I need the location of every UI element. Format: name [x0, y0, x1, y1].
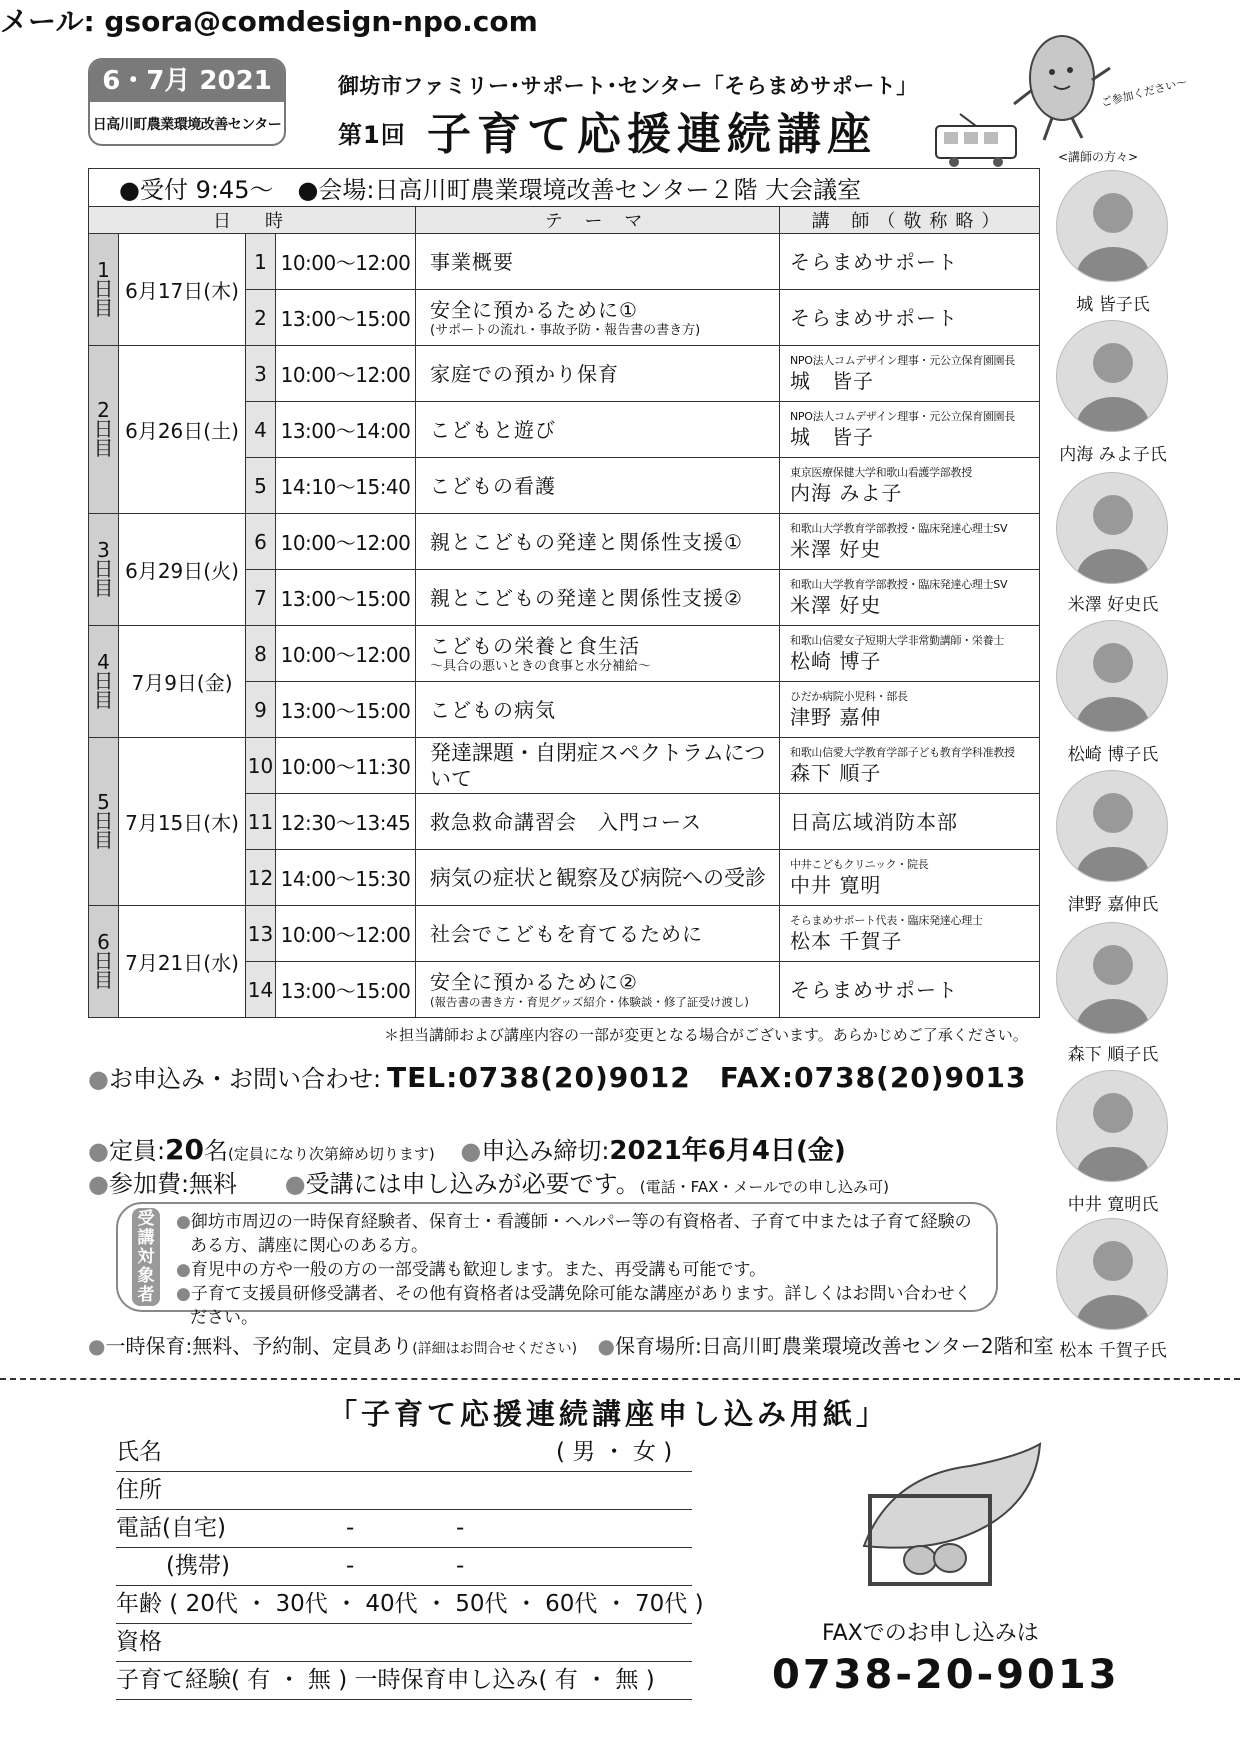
- instructor-photo: [1056, 922, 1168, 1034]
- instructor-photo: [1056, 170, 1168, 282]
- session-number: 14: [246, 962, 276, 1018]
- day-date: 6月17日(木): [119, 234, 246, 346]
- session-lecturer: NPO法人コムデザイン理事・元公立保育園園長 城 皆子: [780, 346, 1040, 402]
- day-label: 2 日 目: [89, 346, 119, 514]
- requirement-note: (電話・FAX・メールでの申し込み可): [639, 1178, 889, 1196]
- childcare-line: [88, 1330, 1054, 1359]
- tel-fax: TEL:0738(20)9012 FAX:0738(20)9013: [387, 1061, 1027, 1094]
- session-lecturer: そらまめサポート代表・臨床発達心理士 松本 千賀子: [780, 906, 1040, 962]
- childcare-place: 保育場所:日高川町農業環境改善センター2階和室: [614, 1334, 1054, 1358]
- list-item: ●御坊市周辺の一時保育経験者、保育士・看護師・ヘルパー等の有資格者、子育て中または子育て経験のある方、講座に関心のある方。: [176, 1212, 972, 1256]
- session-theme: 社会でこどもを育てるために: [416, 906, 780, 962]
- session-number: 4: [246, 402, 276, 458]
- session-number: 1: [246, 234, 276, 290]
- deadline-value: 2021年6月4日(金): [609, 1136, 846, 1166]
- session-lecturer: そらまめサポート: [780, 234, 1040, 290]
- session-time: 10:00～12:00: [276, 346, 416, 402]
- instructors-caption: <講師の方々>: [1058, 150, 1139, 164]
- bullet-icon: ●: [597, 1334, 615, 1358]
- day-date: 6月29日(火): [119, 514, 246, 626]
- table-row: [89, 738, 1040, 794]
- capacity-note: (定員になり次第締め切ります): [228, 1145, 435, 1163]
- gender-options[interactable]: ( 男 ・ 女 ): [556, 1439, 673, 1465]
- day-label: 5 日 目: [89, 738, 119, 906]
- instructor-name: 城 皆子氏: [1076, 295, 1150, 315]
- childcare-text: 一時保育:無料、予約制、定員あり: [105, 1334, 413, 1358]
- form-experience-field[interactable]: 子育て経験( 有 ・ 無 ) 一時保育申し込み( 有 ・ 無 ): [116, 1662, 692, 1700]
- session-theme: こどもと遊び: [416, 402, 780, 458]
- table-row: [89, 514, 1040, 570]
- session-number: 11: [246, 794, 276, 850]
- session-number: 7: [246, 570, 276, 626]
- target-audience-list: [176, 1210, 986, 1330]
- bean-pod-illustration: [850, 1436, 1050, 1586]
- organizer-line: 御坊市ファミリー･サポート･センター「そらまめサポート」: [338, 74, 918, 98]
- session-lecturer: 和歌山大学教育学部教授・臨床発達心理士SV 米澤 好史: [780, 570, 1040, 626]
- session-time: 12:30～13:45: [276, 794, 416, 850]
- session-lecturer: そらまめサポート: [780, 962, 1040, 1018]
- instructor-photo: [1056, 620, 1168, 732]
- instructor-name: 松崎 博子氏: [1067, 745, 1159, 765]
- session-number: 8: [246, 626, 276, 682]
- session-time: 13:00～15:00: [276, 290, 416, 346]
- session-theme: 発達課題・自閉症スペクトラムについて: [416, 738, 780, 794]
- schedule-table: [88, 168, 1040, 1018]
- list-item: ●子育て支援員研修受講者、その他有資格者は受講免除可能な講座があります。詳しくはお問い合わせください。: [176, 1284, 972, 1328]
- session-number: 2: [246, 290, 276, 346]
- cut-line: [0, 1378, 1240, 1380]
- reception-venue-text: ●受付 9:45～ ●会場:日高川町農業環境改善センター２階 大会議室: [89, 169, 1040, 207]
- session-time: 13:00～15:00: [276, 570, 416, 626]
- form-title: 「子育て応援連続講座申し込み用紙」: [328, 1397, 890, 1431]
- bullet-icon: ●: [284, 1170, 306, 1198]
- capacity-line: ●定員:20名(定員になり次第締め切ります) ●申込み締切:2021年6月4日(金): [88, 1133, 846, 1166]
- session-theme: 病気の症状と観察及び病院への受診: [416, 850, 780, 906]
- table-row: [89, 346, 1040, 402]
- table-row: [89, 626, 1040, 682]
- session-number: 6: [246, 514, 276, 570]
- day-label: 6 日 目: [89, 906, 119, 1018]
- session-theme: 救急救命講習会 入門コース: [416, 794, 780, 850]
- session-lecturer: 和歌山大学教育学部教授・臨床発達心理士SV 米澤 好史: [780, 514, 1040, 570]
- header-datetime: 日 時: [89, 207, 416, 234]
- list-item: ●育児中の方や一般の方の一部受講も歓迎します。また、再受講も可能です。: [176, 1260, 767, 1280]
- day-label: 3 日 目: [89, 514, 119, 626]
- session-number: 9: [246, 682, 276, 738]
- session-theme: 安全に預かるために② (報告書の書き方・育児グッズ紹介・体験談・修了証受け渡し): [416, 962, 780, 1018]
- mascot-speech: ご参加ください～: [1099, 75, 1189, 110]
- fax-number: 0738-20-9013: [772, 1652, 1120, 1698]
- session-theme: こどもの栄養と食生活 ～具合の悪いときの食事と水分補給～: [416, 626, 780, 682]
- session-time: 10:00～12:00: [276, 906, 416, 962]
- session-theme: こどもの看護: [416, 458, 780, 514]
- fax-caption: FAXでのお申し込みは: [822, 1621, 1039, 1646]
- session-lecturer: 東京医療保健大学和歌山看護学部教授 内海 みよ子: [780, 458, 1040, 514]
- course-title: 子育て応援連続講座: [427, 109, 878, 160]
- instructor-name: 松本 千賀子氏: [1059, 1341, 1167, 1361]
- contact-label: お申込み・お問い合わせ:: [108, 1065, 382, 1093]
- contact-line: [88, 1056, 1027, 1096]
- session-number: 5: [246, 458, 276, 514]
- session-theme: 家庭での預かり保育: [416, 346, 780, 402]
- form-phone-mobile-field[interactable]: (携帯) - -: [116, 1548, 692, 1586]
- session-lecturer: ひだか病院小児科・部長 津野 嘉伸: [780, 682, 1040, 738]
- instructor-name: 中井 寛明氏: [1067, 1195, 1159, 1215]
- session-theme: 親とこどもの発達と関係性支援①: [416, 514, 780, 570]
- fee-line: [88, 1164, 889, 1199]
- session-time: 13:00～15:00: [276, 962, 416, 1018]
- session-lecturer: そらまめサポート: [780, 290, 1040, 346]
- form-phone-home-field[interactable]: 電話(自宅) - -: [116, 1510, 692, 1548]
- instructor-photo: [1056, 1218, 1168, 1330]
- session-time: 10:00～11:30: [276, 738, 416, 794]
- session-time: 10:00～12:00: [276, 626, 416, 682]
- table-row: [89, 234, 1040, 290]
- day-label: 1 日 目: [89, 234, 119, 346]
- instructor-name: 津野 嘉伸氏: [1067, 895, 1159, 915]
- day-date: 7月21日(水): [119, 906, 246, 1018]
- instructor-name: 米澤 好史氏: [1067, 595, 1159, 615]
- date-badge-months: 6・7月 2021: [90, 60, 284, 102]
- session-time: 10:00～12:00: [276, 234, 416, 290]
- requirement-text: 受講には申し込みが必要です。: [305, 1170, 640, 1198]
- page-title: [338, 98, 877, 162]
- table-header-row: [89, 207, 1040, 234]
- session-lecturer: 和歌山信愛大学教育学部子ども教育学科准教授 森下 順子: [780, 738, 1040, 794]
- bullet-icon: ●: [88, 1137, 109, 1165]
- session-time: 13:00～15:00: [276, 682, 416, 738]
- childcare-note: (詳細はお問合せください): [412, 1341, 578, 1357]
- mascot-illustration: [1000, 20, 1189, 150]
- table-row: [89, 906, 1040, 962]
- form-address-field[interactable]: 住所: [116, 1472, 692, 1510]
- day-date: 7月9日(金): [119, 626, 246, 738]
- mail-address: メール: gsora@comdesign-npo.com: [0, 5, 538, 38]
- instructor-photo: [1056, 472, 1168, 584]
- fee-label: 参加費:無料: [108, 1170, 238, 1198]
- session-theme: こどもの病気: [416, 682, 780, 738]
- session-theme: 安全に預かるために① (サポートの流れ・事故予防・報告書の書き方): [416, 290, 780, 346]
- session-lecturer: 和歌山信愛女子短期大学非常勤講師・栄養士 松崎 博子: [780, 626, 1040, 682]
- session-lecturer: 日高広域消防本部: [780, 794, 1040, 850]
- bean-mascot-icon: [1000, 20, 1160, 146]
- bullet-icon: ●: [88, 1170, 109, 1198]
- edition-label: 第1回: [338, 121, 406, 149]
- instructor-photo: [1056, 1070, 1168, 1182]
- instructor-name: 森下 順子氏: [1067, 1045, 1159, 1065]
- session-number: 10: [246, 738, 276, 794]
- session-lecturer: 中井こどもクリニック・院長 中井 寛明: [780, 850, 1040, 906]
- session-time: 14:10～15:40: [276, 458, 416, 514]
- header-theme: テ ー マ: [416, 207, 780, 234]
- session-time: 13:00～14:00: [276, 402, 416, 458]
- capacity-value: 20: [165, 1133, 205, 1166]
- date-badge-venue: 日高川町農業環境改善センター: [92, 117, 282, 133]
- form-qualification-field[interactable]: 資格: [116, 1624, 692, 1662]
- session-time: 14:00～15:30: [276, 850, 416, 906]
- form-age-field[interactable]: 年齢 ( 20代 ・ 30代 ・ 40代 ・ 50代 ・ 60代 ・ 70代 ): [116, 1586, 692, 1624]
- reception-venue-row: [89, 169, 1040, 207]
- session-number: 13: [246, 906, 276, 962]
- session-theme: 事業概要: [416, 234, 780, 290]
- instructor-name: 内海 みよ子氏: [1059, 445, 1167, 465]
- instructor-photo: [1056, 770, 1168, 882]
- form-name-field[interactable]: 氏名 ( 男 ・ 女 ): [116, 1434, 692, 1472]
- date-badge: [88, 58, 286, 146]
- bullet-icon: ●: [88, 1065, 109, 1093]
- session-number: 12: [246, 850, 276, 906]
- session-number: 3: [246, 346, 276, 402]
- target-audience-label: 受講対象者: [132, 1208, 160, 1306]
- bullet-icon: ●: [460, 1137, 482, 1165]
- session-time: 10:00～12:00: [276, 514, 416, 570]
- header-lecturer: 講 師（敬称略）: [780, 207, 1040, 234]
- session-theme: 親とこどもの発達と関係性支援②: [416, 570, 780, 626]
- deadline-label: 申込み締切:: [481, 1137, 610, 1165]
- day-label: 4 日 目: [89, 626, 119, 738]
- day-date: 6月26日(土): [119, 346, 246, 514]
- session-lecturer: NPO法人コムデザイン理事・元公立保育園園長 城 皆子: [780, 402, 1040, 458]
- day-date: 7月15日(木): [119, 738, 246, 906]
- instructor-photo: [1056, 320, 1168, 432]
- bullet-icon: ●: [88, 1334, 106, 1358]
- change-note: ＊担当講師および講座内容の一部が変更となる場合がございます。あらかじめご了承ください。: [384, 1026, 1028, 1044]
